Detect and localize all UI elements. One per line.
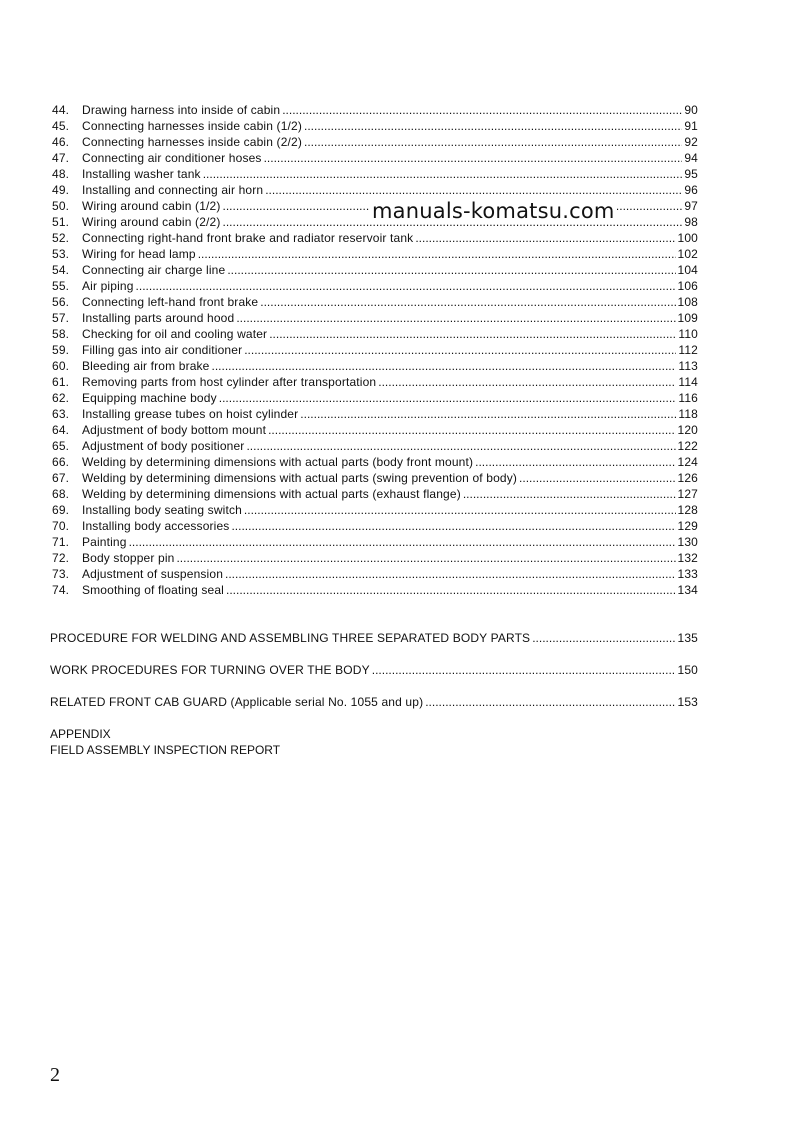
table-of-contents <box>52 102 698 598</box>
toc-entry[interactable] <box>52 470 698 486</box>
entry-number: 58. <box>52 327 70 341</box>
entry-title: Drawing harness into inside of cabin <box>82 103 281 117</box>
entry-title: Installing and connecting air horn <box>82 183 264 197</box>
entry-page: 104 <box>677 263 698 277</box>
toc-entry[interactable] <box>52 166 698 182</box>
section-page: 153 <box>677 695 698 709</box>
entry-page: 129 <box>677 519 698 533</box>
leader-dots <box>300 406 676 422</box>
entry-title: Smoothing of floating seal <box>82 583 224 597</box>
entry-page: 133 <box>677 567 698 581</box>
toc-entry[interactable] <box>52 406 698 422</box>
toc-entry[interactable] <box>52 390 698 406</box>
toc-entry[interactable] <box>52 118 698 134</box>
leader-dots <box>225 566 676 582</box>
entry-number: 62. <box>52 391 70 405</box>
entry-number: 61. <box>52 375 70 389</box>
entry-number: 72. <box>52 551 70 565</box>
toc-entry[interactable] <box>52 102 698 118</box>
entry-title: Installing parts around hood <box>82 311 235 325</box>
entry-number: 71. <box>52 535 70 549</box>
page-number: 2 <box>50 1064 60 1086</box>
entry-title: Removing parts from host cylinder after transportation <box>82 375 377 389</box>
leader-dots <box>236 310 675 326</box>
entry-page: 98 <box>684 215 698 229</box>
entry-number: 59. <box>52 343 70 357</box>
appendix-item-inspection-report[interactable]: FIELD ASSEMBLY INSPECTION REPORT <box>50 743 281 757</box>
entry-title: Connecting air conditioner hoses <box>82 151 262 165</box>
entry-page: 96 <box>684 183 698 197</box>
entry-page: 102 <box>677 247 698 261</box>
leader-dots <box>268 422 675 438</box>
toc-entry[interactable] <box>52 550 698 566</box>
entry-title: Installing washer tank <box>82 167 201 181</box>
leader-dots <box>212 358 677 374</box>
leader-dots <box>532 630 675 646</box>
leader-dots <box>198 246 676 262</box>
entry-page: 132 <box>677 551 698 565</box>
entry-number: 69. <box>52 503 70 517</box>
entry-title: Connecting harnesses inside cabin (2/2) <box>82 135 302 149</box>
leader-dots <box>372 662 676 678</box>
entry-page: 112 <box>678 343 698 357</box>
entry-title: Bleeding air from brake <box>82 359 210 373</box>
entry-title: Body stopper pin <box>82 551 175 565</box>
leader-dots <box>475 454 675 470</box>
entry-title: Welding by determining dimensions with actual parts (body front mount) <box>82 455 474 469</box>
entry-number: 57. <box>52 311 70 325</box>
entry-page: 94 <box>684 151 698 165</box>
toc-entry[interactable] <box>52 262 698 278</box>
leader-dots <box>264 150 682 166</box>
entry-number: 63. <box>52 407 70 421</box>
entry-title: Welding by determining dimensions with actual parts (exhaust flange) <box>82 487 461 501</box>
entry-title: Filling gas into air conditioner <box>82 343 243 357</box>
entry-page: 92 <box>684 135 698 149</box>
entry-page: 110 <box>678 327 698 341</box>
entry-title: Connecting left-hand front brake <box>82 295 259 309</box>
entry-title: Wiring around cabin (2/2) <box>82 215 221 229</box>
entry-page: 128 <box>677 503 698 517</box>
entry-number: 67. <box>52 471 70 485</box>
entry-page: 100 <box>677 231 698 245</box>
entry-page: 122 <box>677 439 698 453</box>
entry-title: Installing body accessories <box>82 519 230 533</box>
leader-dots <box>244 342 676 358</box>
toc-entry[interactable] <box>52 422 698 438</box>
section-title: RELATED FRONT CAB GUARD (Applicable serial No. 1055 and up) <box>50 695 424 709</box>
leader-dots <box>129 534 676 550</box>
toc-entry[interactable] <box>52 230 698 246</box>
leader-dots <box>260 294 675 310</box>
toc-entry[interactable] <box>52 342 698 358</box>
entry-number: 56. <box>52 295 70 309</box>
toc-entry[interactable] <box>52 326 698 342</box>
toc-entry[interactable] <box>52 582 698 598</box>
entry-number: 48. <box>52 167 70 181</box>
leader-dots <box>246 438 675 454</box>
entry-page: 127 <box>677 487 698 501</box>
entry-page: 106 <box>677 279 698 293</box>
entry-title: Equipping machine body <box>82 391 217 405</box>
toc-section-front-cab-guard[interactable] <box>50 694 698 710</box>
leader-dots <box>519 470 675 486</box>
entry-number: 68. <box>52 487 70 501</box>
entry-title: Welding by determining dimensions with actual parts (swing prevention of body) <box>82 471 518 485</box>
toc-entry[interactable] <box>52 566 698 582</box>
toc-entry[interactable] <box>52 150 698 166</box>
entry-title: Painting <box>82 535 127 549</box>
entry-page: 90 <box>684 103 698 117</box>
entry-title: Connecting harnesses inside cabin (1/2) <box>82 119 302 133</box>
entry-page: 120 <box>677 423 698 437</box>
entry-number: 52. <box>52 231 70 245</box>
entry-title: Wiring around cabin (1/2) <box>82 199 221 213</box>
entry-page: 134 <box>677 583 698 597</box>
leader-dots <box>219 390 677 406</box>
leader-dots <box>244 502 676 518</box>
entry-number: 55. <box>52 279 70 293</box>
leader-dots <box>203 166 682 182</box>
leader-dots <box>176 550 675 566</box>
entry-number: 70. <box>52 519 70 533</box>
toc-entry[interactable] <box>52 438 698 454</box>
entry-page: 116 <box>678 391 698 405</box>
toc-entry[interactable] <box>52 246 698 262</box>
appendix-heading: APPENDIX <box>50 727 111 741</box>
entry-number: 50. <box>52 199 70 213</box>
toc-entry[interactable] <box>52 454 698 470</box>
toc-entry[interactable] <box>52 278 698 294</box>
entry-page: 108 <box>677 295 698 309</box>
leader-dots <box>304 134 682 150</box>
leader-dots <box>269 326 676 342</box>
entry-title: Adjustment of body positioner <box>82 439 245 453</box>
entry-page: 118 <box>678 407 698 421</box>
entry-page: 114 <box>678 375 698 389</box>
entry-number: 46. <box>52 135 70 149</box>
toc-entry[interactable] <box>52 534 698 550</box>
entry-title: Adjustment of suspension <box>82 567 224 581</box>
entry-title: Checking for oil and cooling water <box>82 327 268 341</box>
leader-dots <box>226 582 676 598</box>
leader-dots <box>378 374 676 390</box>
entry-number: 51. <box>52 215 70 229</box>
leader-dots <box>463 486 676 502</box>
entry-title: Installing body seating switch <box>82 503 242 517</box>
entry-page: 113 <box>678 359 698 373</box>
entry-number: 53. <box>52 247 70 261</box>
entry-page: 91 <box>684 119 698 133</box>
watermark: manuals-komatsu.com <box>372 199 615 223</box>
toc-entry[interactable] <box>52 310 698 326</box>
entry-page: 109 <box>677 311 698 325</box>
entry-title: Air piping <box>82 279 134 293</box>
entry-number: 49. <box>52 183 70 197</box>
section-page: 150 <box>677 663 698 677</box>
leader-dots <box>265 182 682 198</box>
section-title: WORK PROCEDURES FOR TURNING OVER THE BODY <box>50 663 370 677</box>
toc-section-turning-over-body[interactable] <box>50 662 698 678</box>
leader-dots <box>425 694 675 710</box>
entry-number: 54. <box>52 263 70 277</box>
entry-number: 44. <box>52 103 70 117</box>
entry-number: 74. <box>52 583 70 597</box>
entry-title: Wiring for head lamp <box>82 247 196 261</box>
toc-entry[interactable] <box>52 486 698 502</box>
leader-dots <box>227 262 675 278</box>
leader-dots <box>136 278 676 294</box>
entry-number: 45. <box>52 119 70 133</box>
toc-entry[interactable] <box>52 294 698 310</box>
leader-dots <box>231 518 675 534</box>
entry-page: 95 <box>684 167 698 181</box>
section-title: PROCEDURE FOR WELDING AND ASSEMBLING THREE SEPARATED BODY PARTS <box>50 631 531 645</box>
toc-entry[interactable] <box>52 358 698 374</box>
entry-number: 66. <box>52 455 70 469</box>
toc-section-welding-three-body-parts[interactable] <box>50 630 698 646</box>
entry-number: 73. <box>52 567 70 581</box>
toc-entry[interactable] <box>52 182 698 198</box>
leader-dots <box>415 230 675 246</box>
section-page: 135 <box>677 631 698 645</box>
entry-number: 60. <box>52 359 70 373</box>
entry-title: Connecting right-hand front brake and radiator reservoir tank <box>82 231 414 245</box>
toc-entry[interactable] <box>52 518 698 534</box>
entry-number: 47. <box>52 151 70 165</box>
entry-page: 130 <box>677 535 698 549</box>
leader-dots <box>282 102 682 118</box>
toc-entry[interactable] <box>52 502 698 518</box>
entry-title: Connecting air charge line <box>82 263 226 277</box>
toc-entry[interactable] <box>52 134 698 150</box>
entry-number: 64. <box>52 423 70 437</box>
leader-dots <box>304 118 682 134</box>
entry-page: 126 <box>677 471 698 485</box>
entry-number: 65. <box>52 439 70 453</box>
entry-page: 97 <box>684 199 698 213</box>
toc-entry[interactable] <box>52 374 698 390</box>
entry-title: Installing grease tubes on hoist cylinder <box>82 407 299 421</box>
entry-title: Adjustment of body bottom mount <box>82 423 267 437</box>
entry-page: 124 <box>677 455 698 469</box>
